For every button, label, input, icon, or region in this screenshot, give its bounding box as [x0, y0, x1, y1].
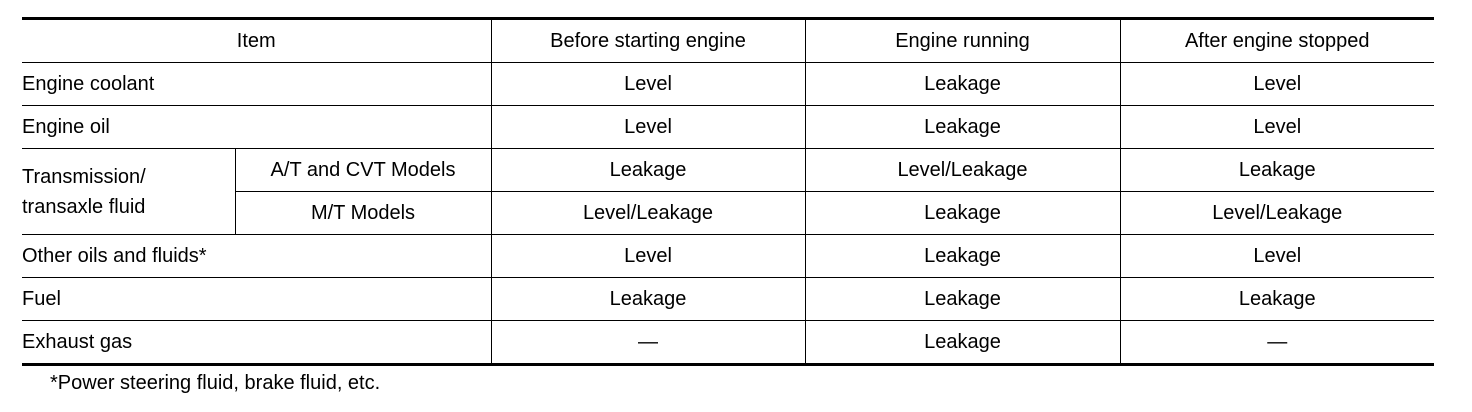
table-row [22, 235, 1434, 278]
cell-after: Level [1120, 235, 1434, 278]
row-label: Engine oil [22, 106, 491, 149]
row-sublabel: M/T Models [235, 192, 491, 235]
header-item: Item [22, 19, 491, 63]
cell-after: Level [1120, 63, 1434, 106]
cell-before: Leakage [491, 149, 805, 192]
row-label: Exhaust gas [22, 321, 491, 365]
row-label: Other oils and fluids* [22, 235, 491, 278]
header-after-stopped: After engine stopped [1120, 19, 1434, 63]
table-header-row [22, 19, 1434, 63]
cell-after: Leakage [1120, 278, 1434, 321]
cell-before: Level [491, 235, 805, 278]
cell-running: Leakage [805, 106, 1120, 149]
cell-running: Leakage [805, 321, 1120, 365]
row-sublabel: A/T and CVT Models [235, 149, 491, 192]
cell-before: Level/Leakage [491, 192, 805, 235]
cell-running: Leakage [805, 235, 1120, 278]
cell-running: Leakage [805, 278, 1120, 321]
header-engine-running: Engine running [805, 19, 1120, 63]
row-label: Engine coolant [22, 63, 491, 106]
cell-running: Level/Leakage [805, 149, 1120, 192]
cell-after: Level [1120, 106, 1434, 149]
cell-before: Level [491, 63, 805, 106]
table-row [22, 149, 1434, 192]
table-row [22, 321, 1434, 365]
cell-running: Leakage [805, 63, 1120, 106]
header-before-starting: Before starting engine [491, 19, 805, 63]
row-group-label-text: Transmission/ transaxle fluid [22, 165, 146, 218]
cell-before: — [491, 321, 805, 365]
table-row [22, 63, 1434, 106]
cell-running: Leakage [805, 192, 1120, 235]
row-group-label [22, 149, 235, 235]
cell-before: Level [491, 106, 805, 149]
inspection-table [22, 17, 1434, 366]
cell-after: — [1120, 321, 1434, 365]
table-row [22, 106, 1434, 149]
cell-after: Leakage [1120, 149, 1434, 192]
table-row [22, 278, 1434, 321]
row-label: Fuel [22, 278, 491, 321]
cell-before: Leakage [491, 278, 805, 321]
footnote: *Power steering fluid, brake fluid, etc. [50, 372, 381, 394]
cell-after: Level/Leakage [1120, 192, 1434, 235]
